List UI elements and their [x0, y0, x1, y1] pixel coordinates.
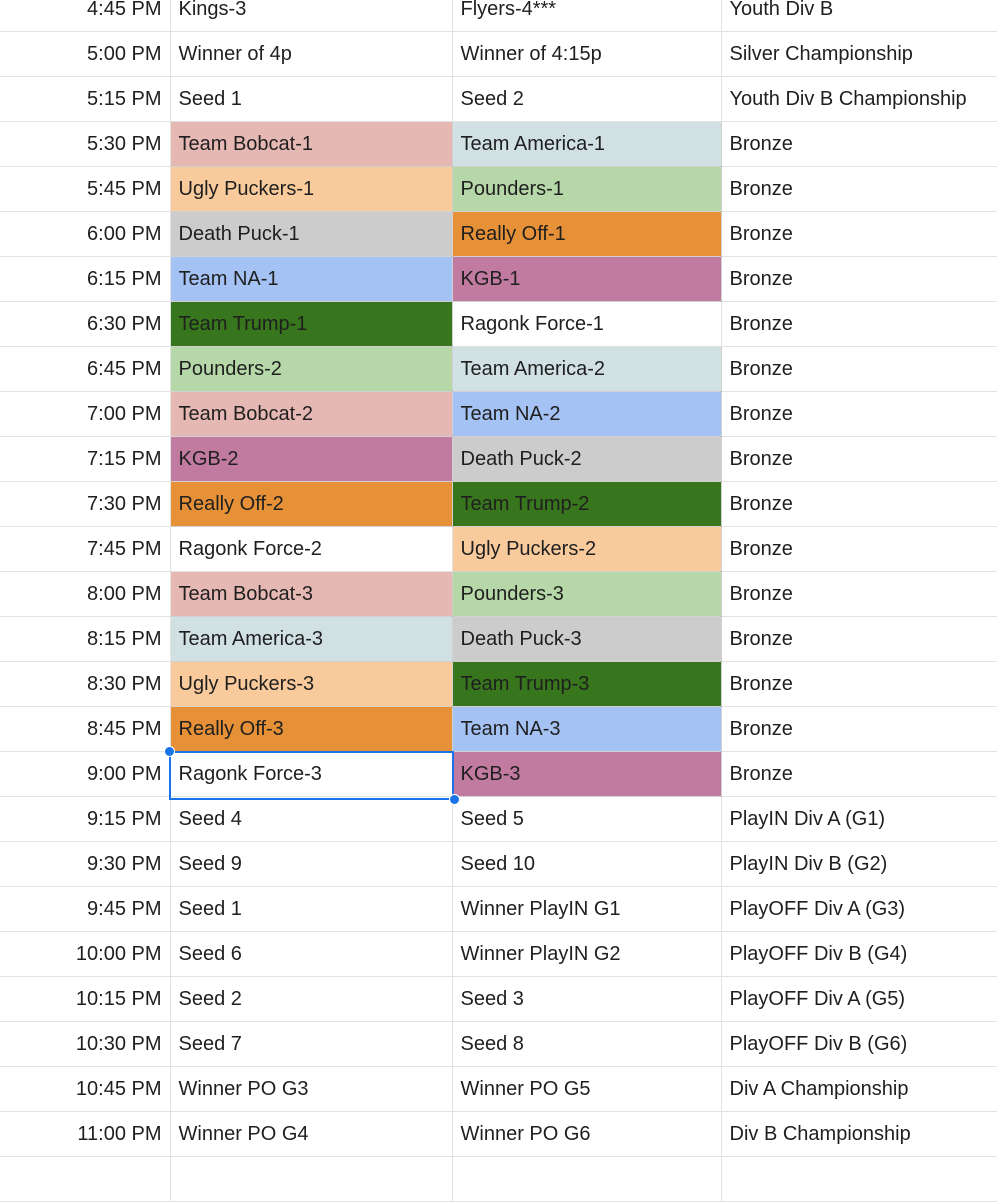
- home-team-cell[interactable]: Really Off-3: [170, 707, 452, 752]
- away-team-cell[interactable]: Winner PO G6: [452, 1112, 721, 1157]
- home-team-cell[interactable]: Team Bobcat-3: [170, 572, 452, 617]
- division-cell[interactable]: PlayOFF Div A (G3): [721, 887, 997, 932]
- division-cell[interactable]: Youth Div B Championship: [721, 77, 997, 122]
- schedule-row: [0, 1022, 997, 1067]
- away-team-cell[interactable]: Pounders-1: [452, 167, 721, 212]
- time-cell[interactable]: 9:45 PM: [0, 887, 170, 932]
- home-team-cell[interactable]: Kings-3: [170, 0, 452, 32]
- home-team-cell[interactable]: Death Puck-1: [170, 212, 452, 257]
- time-cell[interactable]: 5:15 PM: [0, 77, 170, 122]
- schedule-row: [0, 752, 997, 797]
- time-cell[interactable]: 8:15 PM: [0, 617, 170, 662]
- schedule-row: [0, 167, 997, 212]
- home-team-cell[interactable]: Seed 6: [170, 932, 452, 977]
- away-team-cell[interactable]: Winner PO G5: [452, 1067, 721, 1112]
- division-cell[interactable]: [721, 1157, 997, 1202]
- away-team-cell[interactable]: Ugly Puckers-2: [452, 527, 721, 572]
- selection-handle-top-left[interactable]: [164, 746, 175, 757]
- schedule-row: [0, 887, 997, 932]
- home-team-cell[interactable]: Team Bobcat-2: [170, 392, 452, 437]
- home-team-cell[interactable]: Winner PO G4: [170, 1112, 452, 1157]
- time-cell[interactable]: 6:15 PM: [0, 257, 170, 302]
- selection-fill-handle[interactable]: [449, 794, 460, 805]
- schedule-row: [0, 0, 997, 32]
- division-cell[interactable]: Bronze: [721, 302, 997, 347]
- away-team-cell[interactable]: KGB-3: [452, 752, 721, 797]
- schedule-row: [0, 212, 997, 257]
- time-cell[interactable]: 8:30 PM: [0, 662, 170, 707]
- schedule-row: [0, 77, 997, 122]
- division-cell[interactable]: PlayOFF Div B (G6): [721, 1022, 997, 1067]
- schedule-row: [0, 797, 997, 842]
- away-team-cell[interactable]: Winner PlayIN G2: [452, 932, 721, 977]
- away-team-cell[interactable]: Winner PlayIN G1: [452, 887, 721, 932]
- time-cell[interactable]: 8:00 PM: [0, 572, 170, 617]
- division-cell[interactable]: Bronze: [721, 572, 997, 617]
- time-cell[interactable]: 8:45 PM: [0, 707, 170, 752]
- home-team-cell[interactable]: Seed 1: [170, 887, 452, 932]
- away-team-cell[interactable]: Flyers-4***: [452, 0, 721, 32]
- time-cell[interactable]: 9:15 PM: [0, 797, 170, 842]
- division-cell[interactable]: Div A Championship: [721, 1067, 997, 1112]
- time-cell[interactable]: 5:00 PM: [0, 32, 170, 77]
- away-team-cell[interactable]: Team Trump-3: [452, 662, 721, 707]
- home-team-cell[interactable]: Really Off-2: [170, 482, 452, 527]
- time-cell[interactable]: 5:30 PM: [0, 122, 170, 167]
- schedule-row: [0, 932, 997, 977]
- home-team-cell[interactable]: Seed 2: [170, 977, 452, 1022]
- time-cell[interactable]: 7:30 PM: [0, 482, 170, 527]
- schedule-row: [0, 1112, 997, 1157]
- time-cell[interactable]: 9:30 PM: [0, 842, 170, 887]
- division-cell[interactable]: Bronze: [721, 167, 997, 212]
- home-team-cell[interactable]: Seed 7: [170, 1022, 452, 1067]
- away-team-cell[interactable]: Seed 3: [452, 977, 721, 1022]
- time-cell[interactable]: 5:45 PM: [0, 167, 170, 212]
- schedule-row: [0, 482, 997, 527]
- division-cell[interactable]: Bronze: [721, 752, 997, 797]
- schedule-row: [0, 977, 997, 1022]
- away-team-cell[interactable]: Pounders-3: [452, 572, 721, 617]
- away-team-cell[interactable]: Team America-1: [452, 122, 721, 167]
- away-team-cell[interactable]: Seed 10: [452, 842, 721, 887]
- time-cell[interactable]: 9:00 PM: [0, 752, 170, 797]
- time-cell[interactable]: 10:30 PM: [0, 1022, 170, 1067]
- away-team-cell[interactable]: [452, 1157, 721, 1202]
- time-cell[interactable]: 4:45 PM: [0, 0, 170, 32]
- division-cell[interactable]: Bronze: [721, 707, 997, 752]
- away-team-cell[interactable]: Seed 5: [452, 797, 721, 842]
- away-team-cell[interactable]: Team NA-2: [452, 392, 721, 437]
- division-cell[interactable]: Youth Div B: [721, 0, 997, 32]
- division-cell[interactable]: Bronze: [721, 257, 997, 302]
- home-team-cell[interactable]: Pounders-2: [170, 347, 452, 392]
- home-team-cell[interactable]: Ragonk Force-3: [170, 752, 452, 797]
- away-team-cell[interactable]: Winner of 4:15p: [452, 32, 721, 77]
- home-team-cell[interactable]: KGB-2: [170, 437, 452, 482]
- division-cell[interactable]: Bronze: [721, 392, 997, 437]
- division-cell[interactable]: Bronze: [721, 617, 997, 662]
- schedule-row: [0, 617, 997, 662]
- home-team-cell[interactable]: Ugly Puckers-3: [170, 662, 452, 707]
- home-team-cell[interactable]: Seed 9: [170, 842, 452, 887]
- division-cell[interactable]: PlayIN Div B (G2): [721, 842, 997, 887]
- division-cell[interactable]: Silver Championship: [721, 32, 997, 77]
- time-cell[interactable]: 6:00 PM: [0, 212, 170, 257]
- schedule-row: [0, 437, 997, 482]
- time-cell[interactable]: 7:00 PM: [0, 392, 170, 437]
- home-team-cell[interactable]: [170, 1157, 452, 1202]
- home-team-cell[interactable]: Seed 1: [170, 77, 452, 122]
- division-cell[interactable]: Bronze: [721, 347, 997, 392]
- schedule-row: [0, 32, 997, 77]
- time-cell[interactable]: 6:45 PM: [0, 347, 170, 392]
- time-cell[interactable]: 10:15 PM: [0, 977, 170, 1022]
- home-team-cell[interactable]: Team Bobcat-1: [170, 122, 452, 167]
- schedule-row: [0, 527, 997, 572]
- schedule-row: [0, 1157, 997, 1202]
- away-team-cell[interactable]: Ragonk Force-1: [452, 302, 721, 347]
- home-team-cell[interactable]: Winner of 4p: [170, 32, 452, 77]
- division-cell[interactable]: Bronze: [721, 212, 997, 257]
- schedule-row: [0, 302, 997, 347]
- home-team-cell[interactable]: Team NA-1: [170, 257, 452, 302]
- home-team-cell[interactable]: Ragonk Force-2: [170, 527, 452, 572]
- time-cell[interactable]: 11:00 PM: [0, 1112, 170, 1157]
- home-team-cell[interactable]: Team America-3: [170, 617, 452, 662]
- schedule-row: [0, 707, 997, 752]
- away-team-cell[interactable]: Death Puck-2: [452, 437, 721, 482]
- schedule-row: [0, 842, 997, 887]
- division-cell[interactable]: Bronze: [721, 122, 997, 167]
- time-cell[interactable]: 10:00 PM: [0, 932, 170, 977]
- division-cell[interactable]: Bronze: [721, 437, 997, 482]
- home-team-cell[interactable]: Ugly Puckers-1: [170, 167, 452, 212]
- away-team-cell[interactable]: Death Puck-3: [452, 617, 721, 662]
- away-team-cell[interactable]: Seed 2: [452, 77, 721, 122]
- schedule-row: [0, 347, 997, 392]
- away-team-cell[interactable]: Team Trump-2: [452, 482, 721, 527]
- schedule-row: [0, 572, 997, 617]
- division-cell[interactable]: PlayOFF Div A (G5): [721, 977, 997, 1022]
- home-team-cell[interactable]: Team Trump-1: [170, 302, 452, 347]
- time-cell[interactable]: 10:45 PM: [0, 1067, 170, 1112]
- schedule-row: [0, 122, 997, 167]
- schedule-row: [0, 392, 997, 437]
- division-cell[interactable]: Bronze: [721, 482, 997, 527]
- schedule-row: [0, 257, 997, 302]
- division-cell[interactable]: PlayIN Div A (G1): [721, 797, 997, 842]
- schedule-row: [0, 662, 997, 707]
- away-team-cell[interactable]: Seed 8: [452, 1022, 721, 1067]
- time-cell[interactable]: 6:30 PM: [0, 302, 170, 347]
- away-team-cell[interactable]: Team America-2: [452, 347, 721, 392]
- time-cell[interactable]: 7:45 PM: [0, 527, 170, 572]
- home-team-cell[interactable]: Winner PO G3: [170, 1067, 452, 1112]
- division-cell[interactable]: Bronze: [721, 662, 997, 707]
- schedule-row: [0, 1067, 997, 1112]
- division-cell[interactable]: Bronze: [721, 527, 997, 572]
- division-cell[interactable]: Div B Championship: [721, 1112, 997, 1157]
- time-cell[interactable]: 7:15 PM: [0, 437, 170, 482]
- away-team-cell[interactable]: KGB-1: [452, 257, 721, 302]
- division-cell[interactable]: PlayOFF Div B (G4): [721, 932, 997, 977]
- away-team-cell[interactable]: Team NA-3: [452, 707, 721, 752]
- home-team-cell[interactable]: Seed 4: [170, 797, 452, 842]
- away-team-cell[interactable]: Really Off-1: [452, 212, 721, 257]
- time-cell[interactable]: [0, 1157, 170, 1202]
